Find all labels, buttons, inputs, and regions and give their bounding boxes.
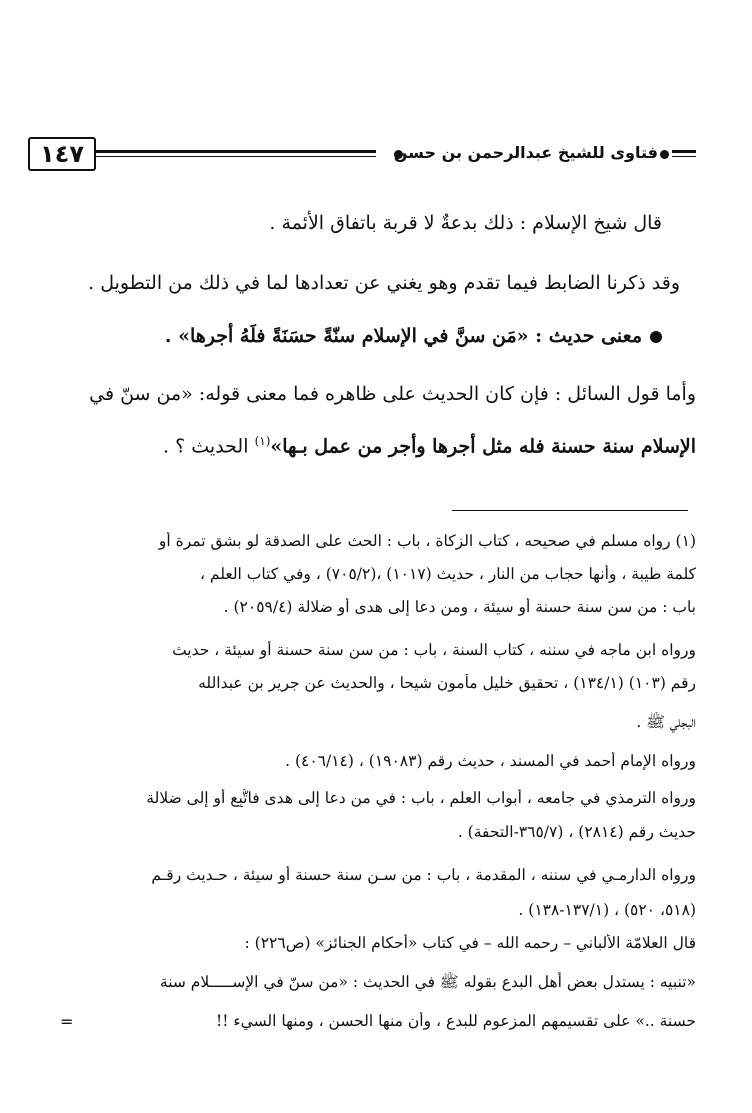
page-header — [28, 135, 696, 175]
heading-label: معنى حديث : — [535, 325, 642, 347]
footnote-line: ورواه الترمذي في جامعه ، أبواب العلم ، باب : في من دعا إلى هدى فاتُّبِع أو إلى ضلالة — [146, 789, 696, 807]
footnote-line: باب : من سن سنة حسنة أو سيئة ، ومن دعا إلى هدى أو ضلالة (٢٠٥٩/٤) . — [223, 598, 696, 616]
footnote-line: ورواه ابن ماجه في سننه ، كتاب السنة ، باب : من سن سنة حسنة أو سيئة ، حديث — [172, 641, 696, 659]
footnote-line: ورواه الدارمـي في سننه ، المقدمة ، باب : من سـن سنة حسنة أو سيئة ، حـديث رقـم — [151, 866, 696, 884]
header-title: فتاوى للشيخ عبدالرحمن بن حسن — [393, 143, 658, 162]
quote-text: الإسلام سنة حسنة فله مثل أجرها وأجر من عمل بـها» — [270, 435, 696, 458]
header-dot-right — [660, 150, 669, 159]
header-rule-left — [96, 150, 376, 153]
footnote-line: ورواه الإمام أحمد في المسند ، حديث رقم (١٩٠٨٣) ، (٤٠٦/١٤) . — [285, 752, 696, 770]
header-rule-left-thin — [96, 156, 376, 157]
body-line-2: وقد ذكرنا الضابط فيما تقدم وهو يغني عن تعدادها لما في ذلك من التطويل . — [88, 272, 680, 294]
footnote-reference: (١) — [254, 434, 271, 448]
footnote-line: (١) رواه مسلم في صحيحه ، كتاب الزكاة ، باب : الحث على الصدقة لو بشق تمرة أو — [158, 532, 696, 550]
header-rule-right-thin — [672, 156, 696, 157]
footnote-line: حسنة ..» على تقسيمهم المزعوم للبدع ، وأن منها الحسن ، ومنها السيء !! — [215, 1012, 696, 1030]
footnote-line: حديث رقم (٢٨١٤) ، (٣٦٥/٧-التحفة) . — [457, 823, 696, 841]
header-rule-right — [672, 150, 696, 153]
heading-quote: «مَن سنَّ في الإسلام سنّةً حسَنَةً فلَهُ أجرها» . — [164, 325, 529, 347]
continuation-mark: = — [60, 1012, 74, 1031]
footnote-line: رقم (١٠٣) (١٣٤/١) ، تحقيق خليل مأمون شيحا ، والحديث عن جرير بن عبدالله — [198, 674, 696, 692]
question-tail: الحديث ؟ . — [163, 435, 249, 458]
footnote-line: (٥١٨، ٥٢٠) ، (١٣٧/١-١٣٨) . — [518, 901, 696, 919]
footnote-line: البجلي ﷺ . — [636, 713, 696, 731]
footnote-separator — [452, 510, 688, 511]
question-line-2 — [163, 434, 696, 457]
bullet-icon — [650, 331, 662, 343]
question-line-1: وأما قول السائل : فإن كان الحديث على ظاهره فما معنى قوله: «من سنّ في — [89, 383, 696, 405]
section-heading — [165, 325, 662, 347]
body-line-1: قال شيخ الإسلام : ذلك بدعةٌ لا قربة باتفاق الأئمة . — [269, 212, 662, 234]
page-number: ١٤٧ — [28, 137, 96, 171]
footnote-line: «تنبيه : يستدل بعض أهل البدع بقوله ﷺ في الحديث : «من سنّ في الإســـــلام سنة — [159, 973, 696, 991]
footnote-line: كلمة طيبة ، وأنها حجاب من النار ، حديث (١٠١٧) ،(٧٠٥/٢) ، وفي كتاب العلم ، — [199, 565, 696, 583]
footnote-line: قال العلامّة الألباني – رحمه الله – في كتاب «أحكام الجنائز» (ص٢٢٦) : — [244, 934, 696, 952]
